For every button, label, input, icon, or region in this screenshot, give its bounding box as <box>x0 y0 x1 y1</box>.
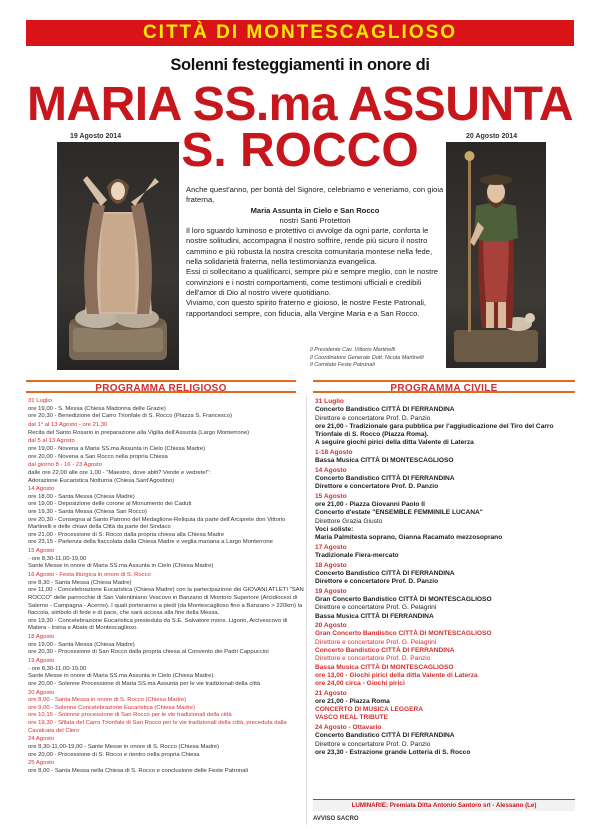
civile-entry-line: Concerto Bandistico CITTÀ DI FERRANDINA <box>315 646 455 654</box>
religioso-entry-date: 31 Luglio <box>28 398 52 404</box>
luminarie-credit: LUMINARIE: Premiata Ditta Antonio Santoro srl - Alessano (Le) <box>313 799 575 811</box>
civile-entry-line: Tradizionale Fiera-mercato <box>315 552 399 560</box>
religioso-entry-date: 16 Agosto - Festa liturgica in onore di S. Rocco <box>28 572 151 579</box>
civile-entry-line: Direttore e concertatore Prof. D. Panzio <box>315 655 431 663</box>
religioso-entry-line: ore 23,15 - Partenza della fiaccolata dalla Chiesa Madre e veglia mariana a Largo Monterrone <box>28 539 273 546</box>
intro-protectors-line: nostri Santi Protettori <box>279 215 351 225</box>
religioso-entry-line: ore 21,00 - Processione di S. Rocco dalla propria chiesa alla Chiesa Madre <box>28 531 225 538</box>
civile-entry <box>315 493 577 543</box>
san-rocco-statue-photo <box>446 142 546 368</box>
civile-entry-line: Direttore Grazia Giusto <box>315 517 383 525</box>
religioso-entry-line: ore 20,30 - Consegna al Santo Patrono del Medaglione-Reliquia da parte dell'Arciprete don Vittorio Martinelli e delle chiavi della Città da parte del Sindaco <box>28 516 286 531</box>
religioso-entry-line: ore 20,00 - Novena a San Rocco nella propria Chiesa <box>28 453 168 460</box>
civile-entry <box>315 724 577 757</box>
main-title-line1: MARIA SS.ma ASSUNTA <box>26 78 574 131</box>
civile-entry-date: 17 Agosto <box>315 543 347 551</box>
religioso-entry-line: ore 8,00 - Santa Messa nella Chiesa di S. Rocco e conclusione delle Feste Patronali <box>28 767 249 774</box>
civile-entry-date: 14 Agosto <box>315 466 347 474</box>
religioso-entry-line: Adorazione Eucaristica Notturna (Chiesa Sant'Agostino) <box>28 477 175 484</box>
civile-entry <box>315 622 577 688</box>
civile-entry <box>315 449 577 466</box>
religioso-entry-date: 18 Agosto <box>28 634 55 641</box>
civile-entry-line: Direttore e concertatore Prof. G. Pelagrini <box>315 638 437 646</box>
intro-paragraph-1: Anche quest'anno, per bontà del Signore, celebriamo e veneriamo, con gioia fraterna, <box>186 185 444 205</box>
religioso-entry-date: 15 Agosto <box>28 548 55 555</box>
religioso-entry-line: ore 19,00 - Santa Messa (Chiesa Madre) <box>28 641 135 648</box>
avviso-sacro: AVVISO SACRO <box>313 816 359 822</box>
civile-entry-date: 24 Agosto - Ottavario <box>315 723 382 731</box>
intro-paragraph-3: Essi ci sollecitano a qualificarci, sempre più e sempre meglio, con le nostre convinzioni e i nostri comportamenti, come testimoni ufficiali e credibili dell'amor di Dio al nostro vivere quotidiano. <box>186 267 438 297</box>
civile-entry-line: ore 21,00 - Piazza Giovanni Paolo II <box>315 501 425 509</box>
civile-entry-line: ore 21,00 - Tradizionale gara pubblica per l'aggiudicazione del Tiro del Carro Trionfale di S. Rocco (Piazza Roma). <box>315 422 554 439</box>
civile-entry-date: 18 Agosto <box>315 561 347 569</box>
date-right: 20 Agosto 2014 <box>466 133 518 140</box>
civile-entry-line: Concerto Bandistico CITTÀ DI FERRANDINA <box>315 475 455 483</box>
religioso-entry-date: 20 Agosto <box>28 689 55 696</box>
religioso-entry-date: 19 Agosto <box>28 658 55 665</box>
religioso-entry-line: - ore 8,30-11,00-19,00 <box>28 665 87 672</box>
religioso-entry-line: ore 8,00 - Santa Messa in onore di S. Rocco (Chiesa Madre) <box>28 697 187 704</box>
civile-entry <box>315 467 577 492</box>
religioso-entry-line: Recita del Santo Rosario in preparazione alla Vigilia dell'Assunta (Largo Monterrone) <box>28 429 250 436</box>
san-rocco-statue-illustration <box>446 142 546 368</box>
religioso-entry-date: 14 Agosto <box>28 486 55 493</box>
civile-entry-line: Bassa Musica CITTÀ DI FERRANDINA <box>315 612 434 620</box>
religioso-entry-line: ore 18,00 - Santa Messa (Chiesa Madre) <box>28 493 135 500</box>
programma-religioso-heading: PROGRAMMA RELIGIOSO <box>26 380 296 393</box>
madonna-statue-photo <box>57 142 179 370</box>
intro-paragraph-4: Viviamo, con questo spirito fraterno e gioioso, le nostre Feste Patronali, rapportandoci sempre, con fiducia, alla Vergine Maria e a San Rocco. <box>186 298 427 318</box>
civile-entry-date: 21 Agosto <box>315 689 347 697</box>
civile-entry-line: CONCERTO DI MUSICA LEGGERA <box>315 706 424 714</box>
civile-entry-date: 1-18 Agosto <box>315 448 353 456</box>
signature-committee: Il Comitato Feste Patronali <box>310 362 375 368</box>
religioso-entry-line: ore 19,30 - Concelebrazione Eucaristica presieduta da S.E. Salvatore mons. Ligorio, Arcivescovo di Matera - Irsina e Abate di Montescaglioso. <box>28 617 288 632</box>
religioso-entry-date: dal giorno 8 - 16 - 23 Agosto <box>28 462 103 469</box>
religioso-entry-line: ore 9,00 - Solenne Concelebrazione Eucaristica (Chiesa Madre) <box>28 704 195 711</box>
religioso-entry <box>28 760 304 775</box>
religioso-entry-line: ore 8,30 - Santa Messa (Chiesa Madre) <box>28 579 132 586</box>
programma-civile-list <box>315 398 577 758</box>
religioso-entry <box>28 548 304 571</box>
civile-entry-line: VASCO REAL TRIBUTE <box>315 714 389 722</box>
programma-religioso-list <box>28 398 304 777</box>
civile-entry-line: Gran Concerto Bandistico CITTÀ DI MONTESCAGLIOSO <box>315 630 492 638</box>
signatures <box>310 347 450 370</box>
religioso-entry-date: 24 Agosto <box>28 736 55 743</box>
intro-saints-line: Maria Assunta in Cielo e San Rocco <box>250 205 380 215</box>
civile-entry-line: Concerto Bandistico CITTÀ DI FERRANDINA <box>315 406 455 414</box>
civile-entry-date: 19 Agosto <box>315 587 347 595</box>
religioso-entry-line: - ore 8,30-11,00-19,00 <box>28 555 87 562</box>
civile-entry-line: ore 23,30 - Estrazione grande Lotteria di S. Rocco <box>315 748 471 756</box>
religioso-entry-line: ore 20,30 - Benedizione del Carro Trionfale di S. Rocco (Piazza S. Francesco) <box>28 413 232 420</box>
town-title-bar: CITTÀ DI MONTESCAGLIOSO <box>26 20 574 46</box>
religioso-entry-line: ore 19,00 - Deposizione delle corone al Monumento dei Caduti <box>28 501 192 508</box>
civile-entry-line: Concerto Bandistico CITTÀ DI FERRANDINA <box>315 732 455 740</box>
civile-entry-line: Direttore e concertatore Prof. D. Panzio <box>315 414 431 422</box>
religioso-entry-line: ore 10,15 - Solenne processione di San Rocco per le vie tradizionali della città <box>28 712 232 719</box>
religioso-entry-line: Sante Messe in onore di Maria SS.ma Assunta in Cielo (Chiesa Madre) <box>28 563 214 570</box>
civile-entry-line: Voci soliste: <box>315 526 354 534</box>
religioso-entry <box>28 572 304 633</box>
civile-entry-line: Bassa Musica CITTÀ DI MONTESCAGLIOSO <box>315 457 454 465</box>
religioso-entry-line: Sante Messe in onore di Maria SS.ma Assunta in Cielo (Chiesa Madre). <box>28 673 215 680</box>
religioso-entry-date: 25 Agosto <box>28 760 55 767</box>
civile-entry-line: Direttore e concertatore Prof. D. Panzio <box>315 578 439 586</box>
religioso-entry-line: ore 20,00 - Processione di S. Rocco e rientro nella propria Chiesa <box>28 751 200 758</box>
religioso-entry-line: ore 19,00 - Novena a Maria SS.ma Assunta in Cielo (Chiesa Madre) <box>28 445 206 452</box>
religioso-entry-date: dal 5 al 13 Agosto <box>28 438 75 445</box>
religioso-entry-date: dal 1° al 13 Agosto - ore 21,30 <box>28 421 108 428</box>
civile-entry <box>315 588 577 621</box>
intro-paragraph-2: Il loro sguardo luminoso e protettivo ci avvolge da ogni parte, conforta le nostre solitudini, accompagna il nostro soffrire, rende più sicuro il nostro cammino e più robusta la nostra crescita comunitaria montese nella fede, nella solidarietà fraterna, nella testimonianza evangelica. <box>186 226 433 267</box>
religioso-entry-line: ore 8,30-11,00-19,00 - Sante Messe in onore di S. Rocco (Chiesa Madre) <box>28 744 220 750</box>
religioso-entry <box>28 398 304 421</box>
intro-text <box>186 185 444 319</box>
religioso-entry <box>28 438 304 461</box>
religioso-entry <box>28 486 304 547</box>
civile-entry-line: Gran Concerto Bandistico CITTÀ DI MONTESCAGLIOSO <box>315 595 492 603</box>
date-left: 19 Agosto 2014 <box>70 133 122 140</box>
religioso-entry <box>28 658 304 688</box>
civile-entry-line: Maria Palmitesta soprano, Gianna Racamato mezzosoprano <box>315 534 503 542</box>
religioso-entry-line: ore 19,00 - S. Messa (Chiesa Madonna delle Grazie) <box>28 405 166 412</box>
religioso-entry-line: ore 20,30 - Processione di San Rocco dalla propria chiesa al Convento dei Padri Cappuccini <box>28 649 269 656</box>
main-title-line2: S. ROCCO <box>181 124 419 177</box>
civile-entry <box>315 398 577 448</box>
religioso-entry <box>28 690 304 736</box>
civile-entry <box>315 690 577 723</box>
religioso-entry-line: dalle ore 22,00 alle ore 1,00 - "Maestro, dove abiti? Venite e vedrete!": <box>28 469 211 476</box>
religioso-entry <box>28 634 304 657</box>
civile-entry <box>315 562 577 587</box>
religioso-entry-line: ore 20,00 - Solenne Processione di Maria SS.ma Assunta per le vie tradizionali della città <box>28 680 261 687</box>
civile-entry-date: 31 Luglio <box>315 398 344 405</box>
civile-entry-line: A seguire giochi pirici della ditta Valente di Laterza <box>315 439 474 447</box>
religioso-entry <box>28 422 304 437</box>
civile-entry-line: ore 24,00 circa - Giochi pirici <box>315 680 405 688</box>
signature-president: Il Presidente Cav. Vittorio Martinelli <box>310 347 396 353</box>
subtitle: Solenni festeggiamenti in onore di <box>170 56 430 74</box>
column-divider <box>306 395 307 825</box>
civile-entry-date: 20 Agosto <box>315 622 347 630</box>
civile-entry-line: Bassa Musica CITTÀ DI MONTESCAGLIOSO <box>315 663 454 671</box>
civile-entry-line: Direttore e concertatore Prof. D. Panzio <box>315 740 431 748</box>
religioso-entry <box>28 462 304 485</box>
civile-entry-line: ore 21,00 - Piazza Roma <box>315 697 390 705</box>
civile-entry-line: ore 13,00 - Giochi pirici della ditta Valente di Laterza <box>315 671 478 679</box>
religioso-entry-line: ore 11,00 - Concelebrazione Eucaristica (Chiesa Madre) con la partecipazione dei GIOVANI ATLETI "SAN ROCCO" delle parrocchie di San Valentiniano Vescovo in Banzano di Montoro Superiore (Arcidiocesi di Salerno - Campagna - Acerno). I quali porteranno a piedi (da Montescaglioso fino a Banzano > 220km) la fiaccola, simbolo di fede e di pace, che sarà accesa alla fine della Messa. <box>28 587 304 617</box>
civile-entry-line: Direttore e concertatore Prof. G. Pelagrini <box>315 604 437 612</box>
civile-entry-line: Concerto Bandistico CITTÀ DI FERRANDINA <box>315 569 455 577</box>
civile-entry <box>315 544 577 561</box>
religioso-entry-line: ore 19,30 - Santa Messa (Chiesa San Rocco) <box>28 509 147 516</box>
civile-entry-date: 15 Agosto <box>315 492 347 500</box>
civile-entry-line: Concerto d'estate "ENSEMBLE FEMMINILE LUCANA" <box>315 509 483 517</box>
civile-entry-line: Direttore e concertatore Prof. D. Panzio <box>315 483 439 491</box>
programma-civile-heading: PROGRAMMA CIVILE <box>313 380 575 393</box>
religioso-entry <box>28 736 304 759</box>
religioso-entry-line: ore 19,30 - Sfilata del Carro Trionfale di San Rocco per le vie tradizionali della città, preceduta dalla Cavalcata del Clero <box>28 720 287 734</box>
signature-coordinator: Il Coordinatore Generale Dott. Nicola Martinelli <box>310 354 424 361</box>
madonna-statue-illustration <box>57 142 179 370</box>
